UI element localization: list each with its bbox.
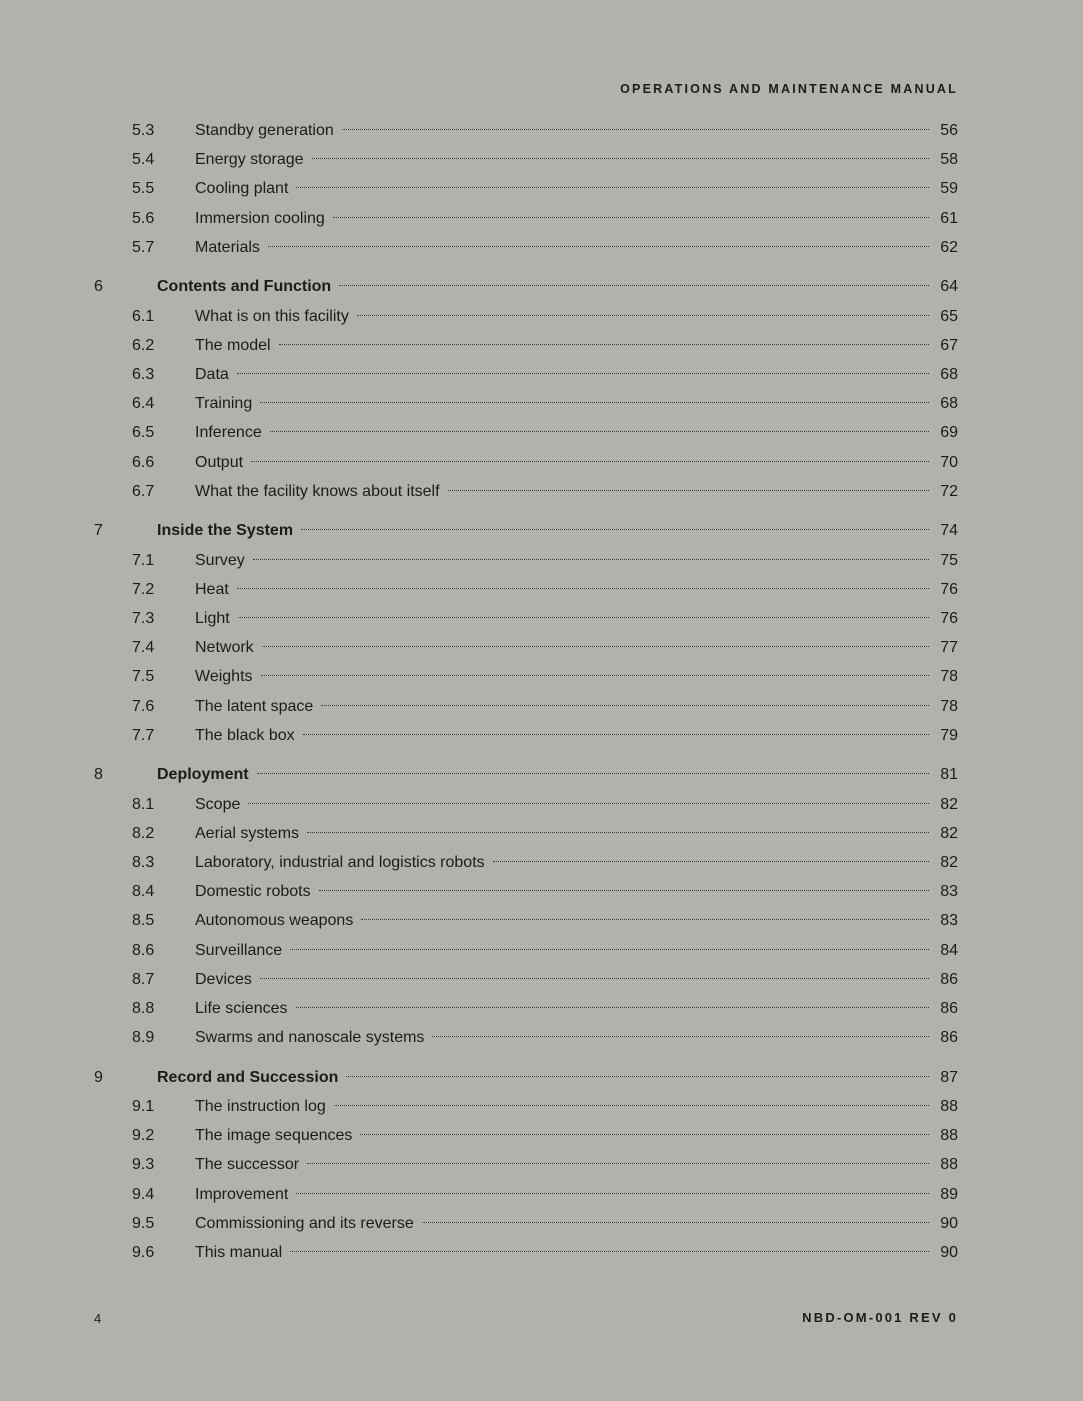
toc-section-entry[interactable] <box>94 1180 958 1209</box>
entry-page-number: 82 <box>940 795 958 813</box>
toc-section-entry[interactable] <box>94 204 958 233</box>
dot-leader <box>333 217 929 218</box>
toc-section-entry[interactable] <box>94 790 958 819</box>
document-id: NBD-OM-001 REV 0 <box>802 1310 958 1325</box>
entry-title: Contents and Function <box>157 278 332 296</box>
entry-page-number: 74 <box>940 522 958 540</box>
toc-chapter-entry[interactable] <box>94 1063 958 1092</box>
entry-title: Aerial systems <box>195 824 300 842</box>
entry-number: 8.6 <box>132 941 155 959</box>
entry-page-number: 61 <box>940 209 958 227</box>
dot-leader <box>339 285 929 286</box>
dot-leader <box>346 1076 929 1077</box>
dot-leader <box>290 1251 929 1252</box>
entry-page-number: 86 <box>940 999 958 1017</box>
entry-title: Record and Succession <box>157 1068 339 1086</box>
toc-section-entry[interactable] <box>94 477 958 506</box>
entry-page-number: 79 <box>940 726 958 744</box>
toc-section-entry[interactable] <box>94 906 958 935</box>
entry-number: 7.1 <box>132 551 155 569</box>
entry-page-number: 56 <box>940 122 958 139</box>
entry-number: 8.7 <box>132 970 155 988</box>
dot-leader <box>238 617 929 618</box>
entry-page-number: 72 <box>940 482 958 500</box>
dot-leader <box>296 187 929 188</box>
toc-section-entry[interactable] <box>94 145 958 174</box>
entry-number: 9.3 <box>132 1156 155 1174</box>
entry-title: Inference <box>195 424 262 442</box>
entry-title: What the facility knows about itself <box>195 482 440 500</box>
dot-leader <box>360 1134 929 1135</box>
toc-section-entry[interactable] <box>94 965 958 994</box>
dot-leader <box>334 1105 929 1106</box>
entry-page-number: 59 <box>940 180 958 198</box>
entry-number: 8.2 <box>132 824 155 842</box>
entry-title: The image sequences <box>195 1127 353 1145</box>
entry-title: Energy storage <box>195 151 304 169</box>
toc-section-entry[interactable] <box>94 721 958 750</box>
entry-number: 8.8 <box>132 999 155 1017</box>
toc-section-entry[interactable] <box>94 662 958 691</box>
entry-page-number: 68 <box>940 395 958 413</box>
entry-number: 9.2 <box>132 1127 155 1145</box>
entry-page-number: 68 <box>940 366 958 383</box>
entry-page-number: 76 <box>940 580 958 598</box>
entry-number: 6 <box>94 278 103 296</box>
entry-page-number: 86 <box>940 970 958 988</box>
entry-title: Scope <box>195 795 241 813</box>
dot-leader <box>257 773 929 774</box>
entry-page-number: 69 <box>940 424 958 442</box>
entry-number: 6.7 <box>132 482 155 500</box>
toc-section-entry[interactable] <box>94 389 958 418</box>
entry-title: Domestic robots <box>195 883 311 901</box>
toc-section-entry[interactable] <box>94 116 958 145</box>
toc-section-entry[interactable] <box>94 692 958 721</box>
entry-page-number: 86 <box>940 1029 958 1047</box>
toc-section-entry[interactable] <box>94 448 958 477</box>
entry-title: Improvement <box>195 1185 289 1203</box>
toc-section-entry[interactable] <box>94 1023 958 1052</box>
entry-page-number: 87 <box>940 1068 958 1086</box>
entry-title: Life sciences <box>195 999 288 1017</box>
entry-page-number: 65 <box>940 307 958 325</box>
entry-page-number: 88 <box>940 1127 958 1145</box>
toc-section-entry[interactable] <box>94 546 958 575</box>
dot-leader <box>279 344 929 345</box>
entry-page-number: 76 <box>940 610 958 627</box>
entry-page-number: 83 <box>940 912 958 930</box>
entry-number: 7.3 <box>132 610 155 627</box>
dot-leader <box>301 529 929 530</box>
entry-number: 5.3 <box>132 122 155 139</box>
dot-leader <box>422 1222 929 1223</box>
entry-page-number: 78 <box>940 697 958 715</box>
entry-number: 9.5 <box>132 1214 155 1232</box>
entry-title: Standby generation <box>195 122 334 139</box>
entry-title: Cooling plant <box>195 180 289 198</box>
entry-title: Weights <box>195 668 253 686</box>
dot-leader <box>361 919 929 920</box>
entry-number: 9 <box>94 1068 103 1086</box>
entry-number: 7 <box>94 522 103 540</box>
dot-leader <box>432 1036 929 1037</box>
entry-page-number: 89 <box>940 1185 958 1203</box>
toc-chapter-entry[interactable] <box>94 760 958 789</box>
toc-chapter-entry[interactable] <box>94 272 958 301</box>
toc-section-entry[interactable] <box>94 848 958 877</box>
toc-section-entry[interactable] <box>94 604 958 633</box>
toc-section-entry[interactable] <box>94 302 958 331</box>
entry-number: 8 <box>94 766 103 784</box>
entry-title: The successor <box>195 1156 300 1174</box>
entry-page-number: 82 <box>940 854 958 871</box>
entry-number: 5.5 <box>132 180 155 198</box>
entry-number: 7.6 <box>132 697 155 715</box>
page-number: 4 <box>94 1311 103 1326</box>
entry-number: 6.4 <box>132 395 155 413</box>
toc-section-entry[interactable] <box>94 936 958 965</box>
entry-page-number: 82 <box>940 824 958 842</box>
dot-leader <box>319 890 929 891</box>
entry-number: 7.5 <box>132 668 155 686</box>
toc-section-entry[interactable] <box>94 360 958 389</box>
dot-leader <box>290 949 929 950</box>
entry-page-number: 88 <box>940 1156 958 1174</box>
dot-leader <box>237 588 929 589</box>
entry-page-number: 90 <box>940 1214 958 1232</box>
entry-number: 8.1 <box>132 795 155 813</box>
dot-leader <box>312 158 929 159</box>
entry-number: 5.4 <box>132 151 155 169</box>
toc-section-entry[interactable] <box>94 633 958 662</box>
entry-title: Network <box>195 639 254 657</box>
entry-title: The latent space <box>195 697 314 715</box>
dot-leader <box>493 861 929 862</box>
entry-title: The model <box>195 336 271 354</box>
entry-page-number: 67 <box>940 336 958 354</box>
dot-leader <box>296 1007 930 1008</box>
entry-page-number: 84 <box>940 941 958 959</box>
toc-section-entry[interactable] <box>94 174 958 203</box>
dot-leader <box>253 559 929 560</box>
dot-leader <box>270 431 929 432</box>
table-of-contents <box>94 116 958 1267</box>
toc-chapter-entry[interactable] <box>94 516 958 545</box>
toc-section-entry[interactable] <box>94 1238 958 1267</box>
toc-section-entry[interactable] <box>94 1092 958 1121</box>
entry-number: 7.4 <box>132 639 155 657</box>
entry-title: Inside the System <box>157 522 294 540</box>
entry-title: Heat <box>195 580 229 598</box>
entry-title: Data <box>195 366 229 383</box>
dot-leader <box>261 675 929 676</box>
toc-section-entry[interactable] <box>94 1150 958 1179</box>
dot-leader <box>303 734 929 735</box>
toc-section-entry[interactable] <box>94 418 958 447</box>
entry-title: Swarms and nanoscale systems <box>195 1029 425 1047</box>
dot-leader <box>260 978 929 979</box>
entry-number: 6.5 <box>132 424 155 442</box>
entry-title: Deployment <box>157 766 249 784</box>
entry-number: 9.4 <box>132 1185 155 1203</box>
entry-number: 7.2 <box>132 580 155 598</box>
entry-number: 8.3 <box>132 854 155 871</box>
dot-leader <box>342 129 929 130</box>
entry-number: 6.3 <box>132 366 155 383</box>
entry-title: The black box <box>195 726 295 744</box>
toc-section-entry[interactable] <box>94 331 958 360</box>
toc-section-entry[interactable] <box>94 819 958 848</box>
entry-page-number: 83 <box>940 883 958 901</box>
dot-leader <box>251 461 929 462</box>
entry-title: The instruction log <box>195 1098 326 1115</box>
entry-title: Materials <box>195 238 260 256</box>
toc-section-entry[interactable] <box>94 994 958 1023</box>
entry-page-number: 70 <box>940 453 958 471</box>
entry-number: 8.9 <box>132 1029 155 1047</box>
entry-number: 9.1 <box>132 1098 155 1115</box>
entry-title: Training <box>195 395 253 413</box>
entry-page-number: 77 <box>940 639 958 657</box>
toc-section-entry[interactable] <box>94 575 958 604</box>
entry-number: 7.7 <box>132 726 155 744</box>
entry-page-number: 58 <box>940 151 958 169</box>
entry-number: 6.2 <box>132 336 155 354</box>
entry-number: 6.6 <box>132 453 155 471</box>
dot-leader <box>268 246 929 247</box>
toc-section-entry[interactable] <box>94 877 958 906</box>
entry-page-number: 64 <box>940 278 958 296</box>
entry-title: Output <box>195 453 244 471</box>
dot-leader <box>237 373 929 374</box>
dot-leader <box>448 490 929 491</box>
entry-number: 8.5 <box>132 912 155 930</box>
entry-title: Light <box>195 610 230 627</box>
dot-leader <box>296 1193 929 1194</box>
entry-page-number: 75 <box>940 551 958 569</box>
entry-page-number: 81 <box>940 766 958 784</box>
running-header: OPERATIONS AND MAINTENANCE MANUAL <box>620 82 958 96</box>
entry-title: Commissioning and its reverse <box>195 1214 414 1232</box>
entry-number: 8.4 <box>132 883 155 901</box>
entry-title: Surveillance <box>195 941 283 959</box>
entry-page-number: 62 <box>940 238 958 256</box>
entry-number: 5.7 <box>132 238 155 256</box>
toc-section-entry[interactable] <box>94 1209 958 1238</box>
dot-leader <box>248 803 929 804</box>
toc-section-entry[interactable] <box>94 233 958 262</box>
dot-leader <box>262 646 929 647</box>
entry-number: 9.6 <box>132 1243 155 1261</box>
dot-leader <box>321 705 929 706</box>
dot-leader <box>260 402 929 403</box>
entry-page-number: 90 <box>940 1243 958 1261</box>
entry-title: Survey <box>195 551 245 569</box>
entry-page-number: 88 <box>940 1098 958 1115</box>
dot-leader <box>307 832 929 833</box>
entry-title: Devices <box>195 970 252 988</box>
dot-leader <box>307 1163 929 1164</box>
entry-page-number: 78 <box>940 668 958 686</box>
entry-number: 5.6 <box>132 209 155 227</box>
entry-title: What is on this facility <box>195 307 349 325</box>
entry-title: Autonomous weapons <box>195 912 354 930</box>
dot-leader <box>357 315 929 316</box>
entry-title: Immersion cooling <box>195 209 325 227</box>
entry-number: 6.1 <box>132 307 155 325</box>
entry-title: Laboratory, industrial and logistics robots <box>195 854 485 871</box>
toc-section-entry[interactable] <box>94 1121 958 1150</box>
entry-title: This manual <box>195 1243 283 1261</box>
